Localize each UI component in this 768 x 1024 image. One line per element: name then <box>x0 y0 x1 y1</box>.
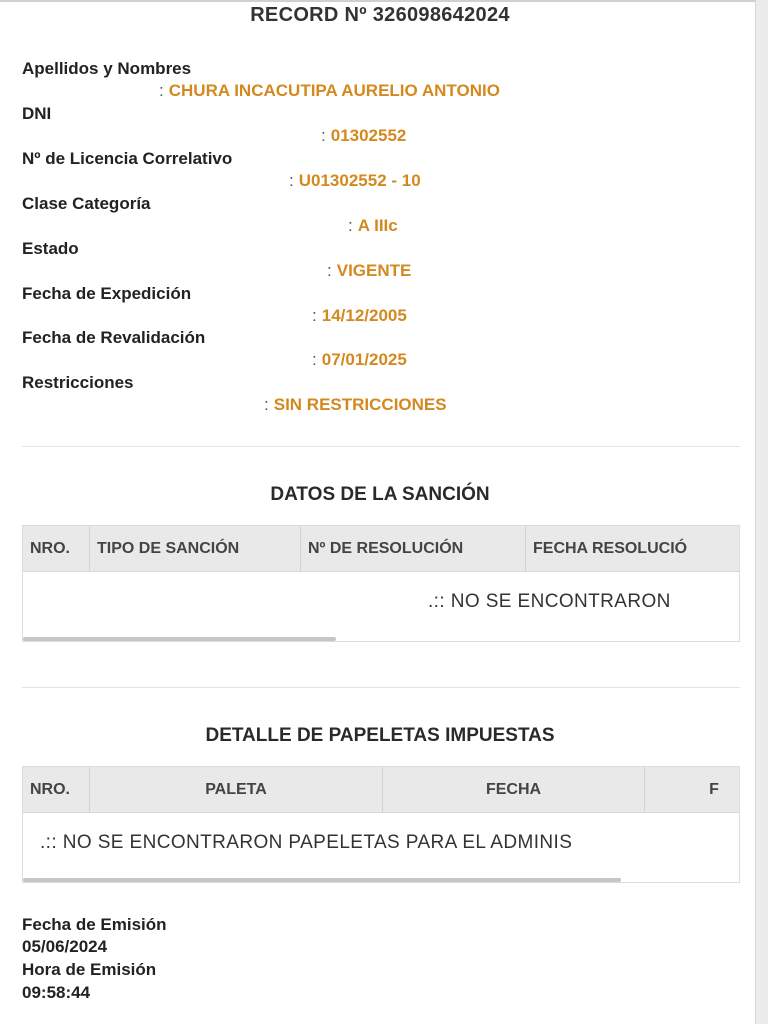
field-label-clase: Clase Categoría <box>22 194 151 213</box>
papeletas-table-header <box>23 767 740 813</box>
value-text: CHURA INCACUTIPA AURELIO ANTONIO <box>168 81 500 100</box>
sanciones-table-header <box>23 526 740 572</box>
record-title: RECORD Nº 326098642024 <box>250 4 510 26</box>
value-text: U01302552 - 10 <box>298 171 421 190</box>
field-value-apellidos <box>159 81 500 101</box>
field-value-restricciones <box>264 395 447 415</box>
sanciones-title: DATOS DE LA SANCIÓN <box>270 484 490 505</box>
column-header-nro: NRO. <box>23 767 90 812</box>
colon: : <box>312 306 317 325</box>
field-value-revalidacion <box>312 350 407 370</box>
sanciones-empty-message: .:: NO SE ENCONTRARON <box>428 591 671 612</box>
column-header-paleta: PALETA <box>90 767 383 812</box>
value-text: 14/12/2005 <box>321 306 407 325</box>
column-header-fecha-resolucion: FECHA RESOLUCIÓ <box>533 540 688 557</box>
value-text: A IIIc <box>357 216 398 235</box>
field-label-revalidacion: Fecha de Revalidación <box>22 328 206 347</box>
fecha-emision-value: 05/06/2024 <box>22 937 108 956</box>
papeletas-table <box>22 766 740 883</box>
field-label-restricciones: Restricciones <box>22 373 134 392</box>
field-label-estado: Estado <box>22 239 79 258</box>
page-scrollbar[interactable] <box>755 0 768 1024</box>
field-label-licencia: Nº de Licencia Correlativo <box>22 149 233 168</box>
field-value-clase <box>348 216 398 236</box>
papeletas-hscroll-track[interactable] <box>23 878 739 882</box>
column-header-resolucion: Nº DE RESOLUCIÓN <box>301 526 526 571</box>
value-text: SIN RESTRICCIONES <box>273 395 447 414</box>
papeletas-title: DETALLE DE PAPELETAS IMPUESTAS <box>205 725 555 746</box>
field-label-dni: DNI <box>22 104 52 123</box>
colon: : <box>327 261 332 280</box>
hora-emision-value: 09:58:44 <box>22 983 91 1002</box>
colon: : <box>312 350 317 369</box>
field-label-expedicion: Fecha de Expedición <box>22 284 192 303</box>
value-text: VIGENTE <box>336 261 412 280</box>
column-header-f: F <box>709 781 719 798</box>
fecha-emision-label: Fecha de Emisión <box>22 915 167 934</box>
section-divider <box>22 687 740 688</box>
sanciones-hscroll-thumb[interactable] <box>23 637 336 641</box>
field-value-estado <box>327 261 411 281</box>
column-header-tipo-sancion: TIPO DE SANCIÓN <box>90 526 301 571</box>
top-border <box>0 0 768 2</box>
value-text: 07/01/2025 <box>321 350 407 369</box>
colon: : <box>348 216 353 235</box>
column-header-fecha: FECHA <box>383 767 645 812</box>
colon: : <box>289 171 294 190</box>
section-divider <box>22 446 740 447</box>
value-text: 01302552 <box>330 126 407 145</box>
colon: : <box>321 126 326 145</box>
column-header-nro: NRO. <box>23 526 90 571</box>
field-value-dni <box>321 126 406 146</box>
colon: : <box>159 81 164 100</box>
sanciones-table <box>22 525 740 642</box>
field-value-licencia <box>289 171 421 191</box>
field-label-apellidos: Apellidos y Nombres <box>22 59 192 78</box>
field-value-expedicion <box>312 306 407 326</box>
hora-emision-label: Hora de Emisión <box>22 960 157 979</box>
papeletas-empty-message: .:: NO SE ENCONTRARON PAPELETAS PARA EL ADMINIS <box>40 832 573 853</box>
sanciones-hscroll-track[interactable] <box>23 637 739 641</box>
colon: : <box>264 395 269 414</box>
papeletas-hscroll-thumb[interactable] <box>23 878 621 882</box>
